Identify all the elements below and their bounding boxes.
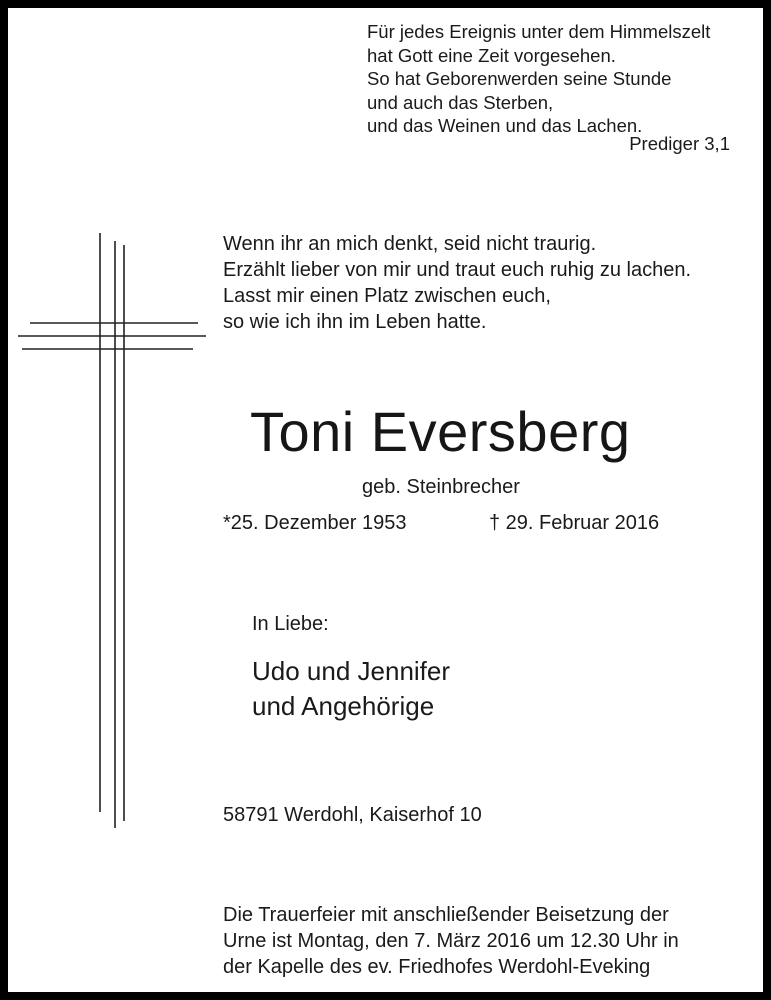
top-verse — [367, 20, 710, 138]
verse-line: Erzählt lieber von mir und traut euch ruhig zu lachen. — [223, 259, 692, 281]
mourner-line: Udo und Jennifer — [252, 656, 451, 686]
cross-icon — [8, 8, 218, 838]
funeral-line: der Kapelle des ev. Friedhofes Werdohl-Eveking — [223, 956, 651, 978]
middle-verse — [223, 231, 691, 335]
death-date: † 29. Februar 2016 — [489, 512, 660, 534]
funeral-line: Die Trauerfeier mit anschließender Beisetzung der — [223, 904, 669, 926]
mourners-names — [252, 654, 450, 724]
verse-line: So hat Geborenwerden seine Stunde — [367, 68, 672, 89]
birth-date: *25. Dezember 1953 — [223, 512, 407, 534]
family-address: 58791 Werdohl, Kaiserhof 10 — [223, 804, 482, 826]
verse-line: hat Gott eine Zeit vorgesehen. — [367, 44, 616, 66]
verse-line: und auch das Sterben, — [367, 91, 554, 113]
mourners-greeting: In Liebe: — [252, 613, 329, 635]
funeral-notice — [223, 902, 679, 980]
verse-line: und das Weinen und das Lachen. — [367, 115, 643, 136]
verse-line: Für jedes Ereignis unter dem Himmelszelt — [367, 21, 711, 42]
mourner-line: und Angehörige — [252, 691, 435, 721]
funeral-line: Urne ist Montag, den 7. März 2016 um 12.30 Uhr in — [223, 930, 679, 952]
verse-line: so wie ich ihn im Leben hatte. — [223, 311, 487, 333]
deceased-name: Toni Eversberg — [250, 400, 631, 463]
verse-line: Wenn ihr an mich denkt, seid nicht traurig. — [223, 233, 597, 255]
obituary-card — [8, 8, 763, 992]
birth-name: geb. Steinbrecher — [362, 476, 520, 498]
verse-line: Lasst mir einen Platz zwischen euch, — [223, 285, 551, 307]
verse-source: Prediger 3,1 — [629, 133, 730, 154]
